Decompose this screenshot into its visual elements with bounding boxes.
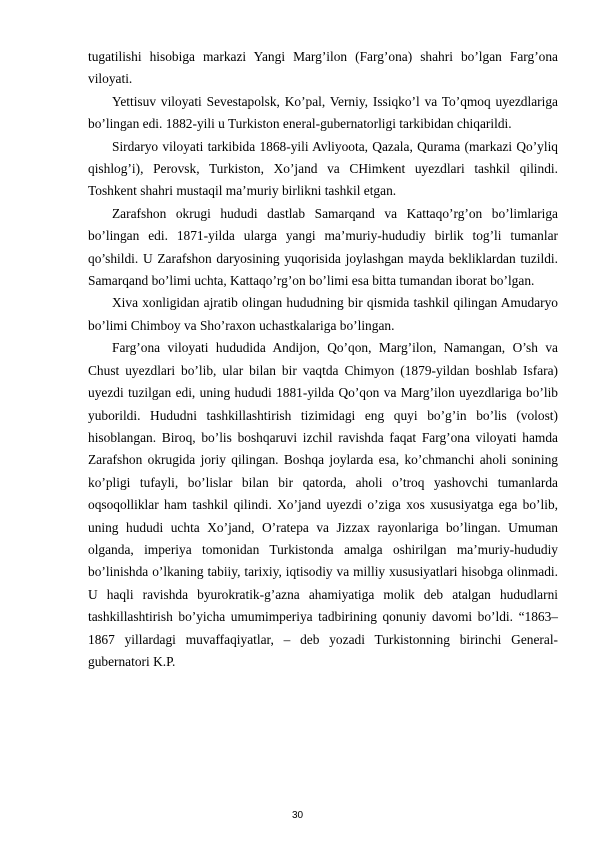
page-number: 30	[291, 810, 304, 821]
paragraph-6: Farg’ona viloyati hududida Andijon, Qo’qon, Marg’ilon, Namangan, O’sh va Chust uyezdlari bo’lib, ular bilan bir vaqtda Chimyon (1879-yildan boshlab Isfara) uyezdi tuzilgan edi, uning hududi 1881-yilda Qo’qon va Marg’ilon uyezdlariga bo’lib yuborildi. Hududni tashkillashtirish tizimidagi eng quyi bo’g’in bo’lis (volost) hisoblangan. Biroq, bo’lis boshqaruvi izchil ravishda faqat Farg’ona viloyati hamda Zarafshon okrugida joriy qilingan. Boshqa joylarda esa, ko’chmanchi aholi sonining ko’pligi tufayli, bo’lislar bilan bir qatorda, aholi o’troq yashovchi tumanlarda oqsoqolliklar ham tashkil qilindi. Xo’jand uyezdi o’ziga xos xususiyatga ega bo’lib, uning hududi uchta Xo’jand, O’ratepa va Jizzax rayonlariga bo’lingan. Umuman olganda, imperiya tomonidan Turkistonda amalga oshirilgan ma’muriy-hududiy bo’linishda o’lkaning tabiiy, tarixiy, iqtisodiy va milliy xususiyatlari hisobga olinmadi. U haqli ravishda byurokratik-g’azna ahamiyatiga molik deb atalgan hududlarni tashkillashtirish bo’yicha umumimperiya tadbirining qonuniy davomi bo’ldi. “1863–1867 yillardagi muvaffaqiyatlar, – deb yozadi Turkistonning birinchi General-gubernatori K.P.	[88, 340, 558, 669]
paragraph-2: Yettisuv viloyati Sevestapolsk, Ko’pal, Verniy, Issiqko’l va To’qmoq uyezdlariga bo’lingan edi. 1882-yili u Turkiston eneral-gubernatorligi tarkibidan chiqarildi.	[88, 93, 558, 132]
paragraph-1: tugatilishi hisobiga markazi Yangi Marg’ilon (Farg’ona) shahri bo’lgan Farg’ona viloyati.	[88, 49, 558, 87]
paragraph-5: Xiva xonligidan ajratib olingan hududning bir qismida tashkil qilingan Amudaryo bo’limi Chimboy va Sho’raxon uchastkalariga bo’lingan.	[88, 295, 558, 333]
paragraph-4: Zarafshon okrugi hududi dastlab Samarqand va Kattaqo’rg’on bo’limlariga bo’lingan edi. 1871-yilda ularga yangi ma’muriy-hududiy birlik tog’li tumanlar qo’shildi. U Zarafshon daryosining yuqorisida joylashgan mayda bekliklardan tuzildi. Samarqand bo’limi uchta, Kattaqo’rg’on bo’limi esa bitta tumandan iborat bo’lgan.	[88, 205, 558, 289]
document-body	[88, 46, 558, 673]
paragraph-3: Sirdaryo viloyati tarkibida 1868-yili Avliyoota, Qazala, Qurama (markazi Qo’yliq qishlog’i), Perovsk, Turkiston, Xo’jand va CHimkent uyezdlari tashkil qilindi. Toshkent shahri mustaqil ma’muriy birlikni tashkil etgan.	[88, 138, 558, 199]
